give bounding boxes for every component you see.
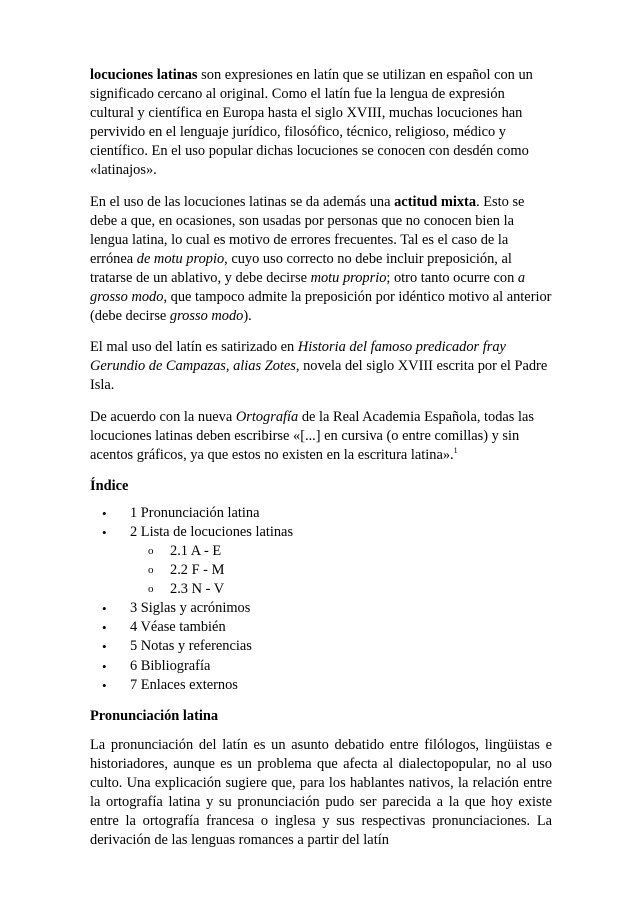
text-run: , que tampoco admite la preposición por idéntico motivo al anterior (debe decirse: [90, 289, 552, 325]
text-run: De acuerdo con la nueva: [90, 408, 236, 425]
toc-item-bibliography[interactable]: • 6 Bibliografía: [90, 657, 552, 676]
pronunciation-paragraph: La pronunciación del latín es un asunto debatido entre filólogos, lingüistas e historiadores, aunque es un problema que afecta al dialectopopular, no al uso culto. Una explicación sugiere que, para los hablantes nativos, la relación entre la ortografía latina y su pronunciación pudo ser parecida a la que hoy existe entre la ortografía francesa o inglesa y sus respectivas pronunciaciones. La derivación de las lenguas romances a partir del latín: [90, 736, 552, 849]
lead-term: locuciones latinas: [90, 67, 198, 83]
orthography-paragraph: [90, 408, 552, 465]
text-run: El mal uso del latín es satirizado en: [90, 339, 298, 356]
toc-subitem-a-e[interactable]: o 2.1 A - E: [90, 542, 552, 561]
toc-item-notes[interactable]: • 5 Notas y referencias: [90, 637, 552, 656]
book-title: Historia del famoso predicador fray Gerundio de Campazas, alias Zotes: [90, 339, 506, 375]
bold-term: actitud mixta: [394, 193, 477, 210]
italic-term: a grosso modo: [90, 269, 526, 306]
satire-paragraph: [90, 338, 552, 395]
toc-item-external-links[interactable]: • 7 Enlaces externos: [90, 676, 552, 695]
section-heading: Pronunciación latina: [90, 707, 219, 724]
toc-item-acronyms[interactable]: • 3 Siglas y acrónimos: [90, 599, 552, 618]
index-heading: Índice: [90, 477, 129, 494]
text-run: , novela del siglo XVIII escrita por el Padre Isla.: [90, 358, 548, 394]
italic-term: grosso modo: [169, 308, 244, 325]
text-run: ).: [243, 308, 252, 325]
book-title: Ortografía: [235, 408, 299, 425]
toc-subitem-f-m[interactable]: o 2.2 F - M: [90, 561, 552, 580]
toc-item-see-also[interactable]: • 4 Véase también: [90, 618, 552, 637]
mixed-usage-paragraph: [90, 193, 552, 327]
document-page: [90, 66, 552, 862]
text-run: En el uso de las locuciones latinas se da además una: [90, 193, 395, 210]
italic-term: de motu propio: [136, 250, 225, 267]
footnote-ref[interactable]: 1: [453, 445, 458, 455]
italic-term: motu proprio: [310, 269, 387, 286]
text-run: . Esto se debe a que, en ocasiones, son usadas por personas que no conocen bien la lengua latina, lo cual es motivo de errores frecuentes. Tal es el caso de la errónea: [90, 193, 525, 267]
text-run: ; otro tanto ocurre con: [386, 269, 518, 286]
intro-paragraph: [90, 66, 552, 181]
table-of-contents: [90, 504, 552, 695]
text-run: , cuyo uso correcto no debe incluir preposición, al tratarse de un ablativo, y debe decirse: [90, 250, 512, 286]
toc-item-pronunciation[interactable]: • 1 Pronunciación latina: [90, 504, 552, 523]
toc-subitem-n-v[interactable]: o 2.3 N - V: [90, 580, 552, 599]
text-run: de la Real Academia Española, todas las locuciones latinas deben escribirse «[...] en cursiva (o entre comillas) y sin acentos gráficos, ya que estos no existen en la escritura latina».: [90, 408, 534, 463]
intro-text: son expresiones en latín que se utilizan en español con un significado cercano al original. Como el latín fue la lengua de expresión cultural y científica en Europa hasta el siglo XVIII, muchas locuciones han pervivido en el lenguaje jurídico, filosófico, técnico, religioso, médico y científico. En el uso popular dichas locuciones se conocen con desdén como «latinajos».: [90, 67, 533, 179]
toc-item-list[interactable]: • 2 Lista de locuciones latinas: [90, 523, 552, 542]
